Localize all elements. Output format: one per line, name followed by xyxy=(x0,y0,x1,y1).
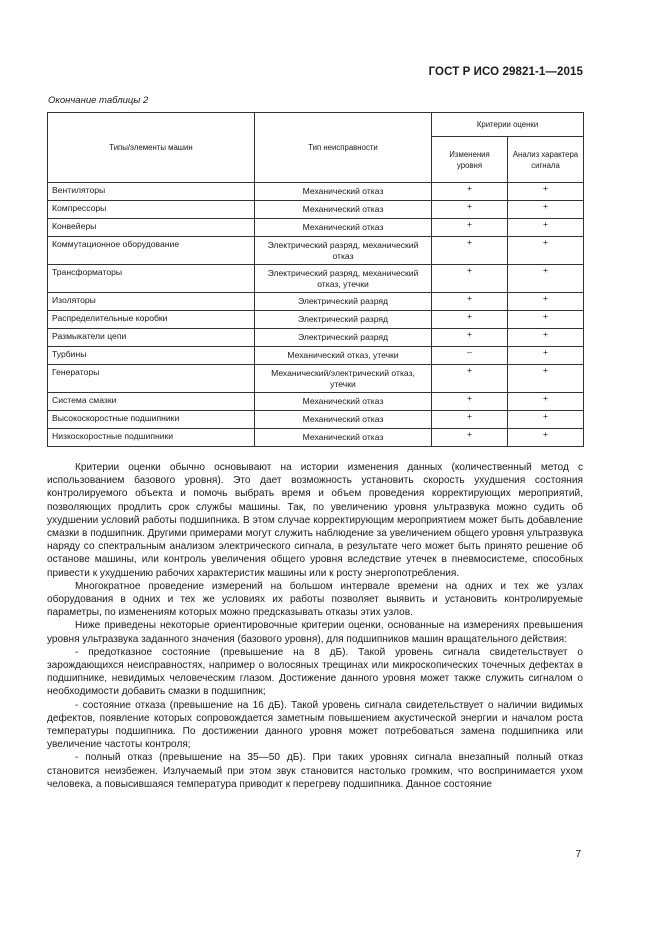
cell-signal: + xyxy=(508,265,584,293)
cell-machine: Конвейеры xyxy=(48,219,255,237)
cell-fault: Механический отказ xyxy=(255,393,432,411)
cell-fault: Механический отказ xyxy=(255,201,432,219)
cell-machine: Высокоскоростные подшипники xyxy=(48,411,255,429)
paragraph: Ниже приведены некоторые ориентировочные критерии оценки, основанные на измерениях превышения уровня ультразвука заданного значения (базового уровня), для подшипников машин вращательного действия: xyxy=(47,620,583,645)
cell-machine: Вентиляторы xyxy=(48,183,255,201)
header-criteria: Критерии оценки xyxy=(432,113,584,137)
cell-fault: Механический отказ, утечки xyxy=(255,347,432,365)
table-row xyxy=(48,183,584,201)
cell-level: + xyxy=(432,237,508,265)
cell-signal: + xyxy=(508,329,584,347)
cell-level: + xyxy=(432,293,508,311)
cell-machine: Низкоскоростные подшипники xyxy=(48,429,255,447)
paragraph: Многократное проведение измерений на большом интервале времени на одних и тех же узлах оборудования в одних и тех же условиях их работы позволяет выявить и установить контролируемые параметры, по изменениям которых можно предсказывать отказы этих узлов. xyxy=(47,580,583,619)
cell-fault: Электрический разряд xyxy=(255,293,432,311)
cell-fault: Электрический разряд xyxy=(255,329,432,347)
cell-machine: Размыкатели цепи xyxy=(48,329,255,347)
table-row xyxy=(48,365,584,393)
table-row xyxy=(48,265,584,293)
cell-fault: Механический отказ xyxy=(255,219,432,237)
cell-signal: + xyxy=(508,219,584,237)
cell-fault: Механический отказ xyxy=(255,183,432,201)
cell-signal: + xyxy=(508,365,584,393)
cell-fault: Электрический разряд xyxy=(255,311,432,329)
cell-level: – xyxy=(432,347,508,365)
cell-signal: + xyxy=(508,429,584,447)
cell-level: + xyxy=(432,201,508,219)
cell-signal: + xyxy=(508,393,584,411)
cell-level: + xyxy=(432,219,508,237)
cell-signal: + xyxy=(508,237,584,265)
cell-machine: Коммутационное оборудование xyxy=(48,237,255,265)
cell-fault: Электрический разряд, механический отказ xyxy=(255,237,432,265)
cell-machine: Компрессоры xyxy=(48,201,255,219)
cell-fault: Механический/электрический отказ, утечки xyxy=(255,365,432,393)
table-row xyxy=(48,411,584,429)
cell-signal: + xyxy=(508,293,584,311)
list-item: - предотказное состояние (превышение на 8 дБ). Такой уровень сигнала свидетельствует о зарождающихся неисправностях, например о волосяных трещинах или микроскопических точечных дефектах в подшипнике, невидимых человеческим глазом. Достижение данного уровня может также служить сигналом о необходимости добавить смазки в подшипник; xyxy=(47,646,583,698)
header-level: Изменения уровня xyxy=(432,137,508,183)
header-machine: Типы/элементы машин xyxy=(48,113,255,183)
table-row xyxy=(48,311,584,329)
cell-machine: Система смазки xyxy=(48,393,255,411)
header-fault: Тип неисправности xyxy=(255,113,432,183)
body-text xyxy=(47,461,583,791)
list-item: - состояние отказа (превышение на 16 дБ). Такой уровень сигнала свидетельствует о наличии видимых дефектов, появление которых сопровождается заметным повышением акустической энергии и началом роста температуры подшипника. По достижении данного уровня может потребоваться замена подшипника или увеличение частоты контроля; xyxy=(47,699,583,751)
cell-level: + xyxy=(432,311,508,329)
cell-signal: + xyxy=(508,347,584,365)
cell-signal: + xyxy=(508,411,584,429)
cell-signal: + xyxy=(508,201,584,219)
cell-machine: Трансформаторы xyxy=(48,265,255,293)
cell-level: + xyxy=(432,329,508,347)
header-signal: Анализ характера сигнала xyxy=(508,137,584,183)
cell-machine: Изоляторы xyxy=(48,293,255,311)
table-row xyxy=(48,201,584,219)
cell-signal: + xyxy=(508,311,584,329)
cell-machine: Генераторы xyxy=(48,365,255,393)
cell-level: + xyxy=(432,265,508,293)
cell-fault: Электрический разряд, механический отказ, утечки xyxy=(255,265,432,293)
cell-fault: Механический отказ xyxy=(255,411,432,429)
table-row xyxy=(48,347,584,365)
cell-fault: Механический отказ xyxy=(255,429,432,447)
cell-level: + xyxy=(432,183,508,201)
table-caption: Окончание таблицы 2 xyxy=(48,95,149,106)
cell-machine: Распределительные коробки xyxy=(48,311,255,329)
table-row xyxy=(48,293,584,311)
cell-level: + xyxy=(432,411,508,429)
table-row xyxy=(48,237,584,265)
table-row xyxy=(48,219,584,237)
table-row xyxy=(48,329,584,347)
cell-signal: + xyxy=(508,183,584,201)
table-row xyxy=(48,393,584,411)
cell-level: + xyxy=(432,393,508,411)
document-header: ГОСТ Р ИСО 29821-1—2015 xyxy=(428,66,583,78)
table-row xyxy=(48,429,584,447)
paragraph: Критерии оценки обычно основывают на истории изменения данных (количественный метод с использованием базового уровня). Это дает возможность установить скорость ухудшения состояния контролируемого объекта и помочь выбрать время и объем проведения корректирующих мероприятий, позволяющих продлить срок службы машины. Так, по увеличению уровня ультразвука можно судить об ухудшении условий работы подшипника. В этом случае корректирующим мероприятием может быть добавление смазки в подшипник. Другими примерами могут служить наблюдение за увеличением общего уровня ультразвука наряду со спектральным анализом электрического сигнала, в результате чего может быть принято решение об останове машины, или контроль увеличения общего уровня вследствие утечек в пневмосистеме, способных привести к ухудшению рабочих характеристик машины или к росту энергопотребления. xyxy=(47,462,583,579)
cell-machine: Турбины xyxy=(48,347,255,365)
cell-level: + xyxy=(432,429,508,447)
cell-level: + xyxy=(432,365,508,393)
list-item: - полный отказ (превышение на 35—50 дБ). При таких уровнях сигнала внезапный полный отказ становится неизбежен. Излучаемый при этом звук становится настолько громким, что воспринимается ухом человека, а повысившаяся температура приводит к перегреву подшипника. Данное состояние xyxy=(47,752,583,790)
page-number: 7 xyxy=(575,849,581,860)
faults-table xyxy=(47,112,584,447)
